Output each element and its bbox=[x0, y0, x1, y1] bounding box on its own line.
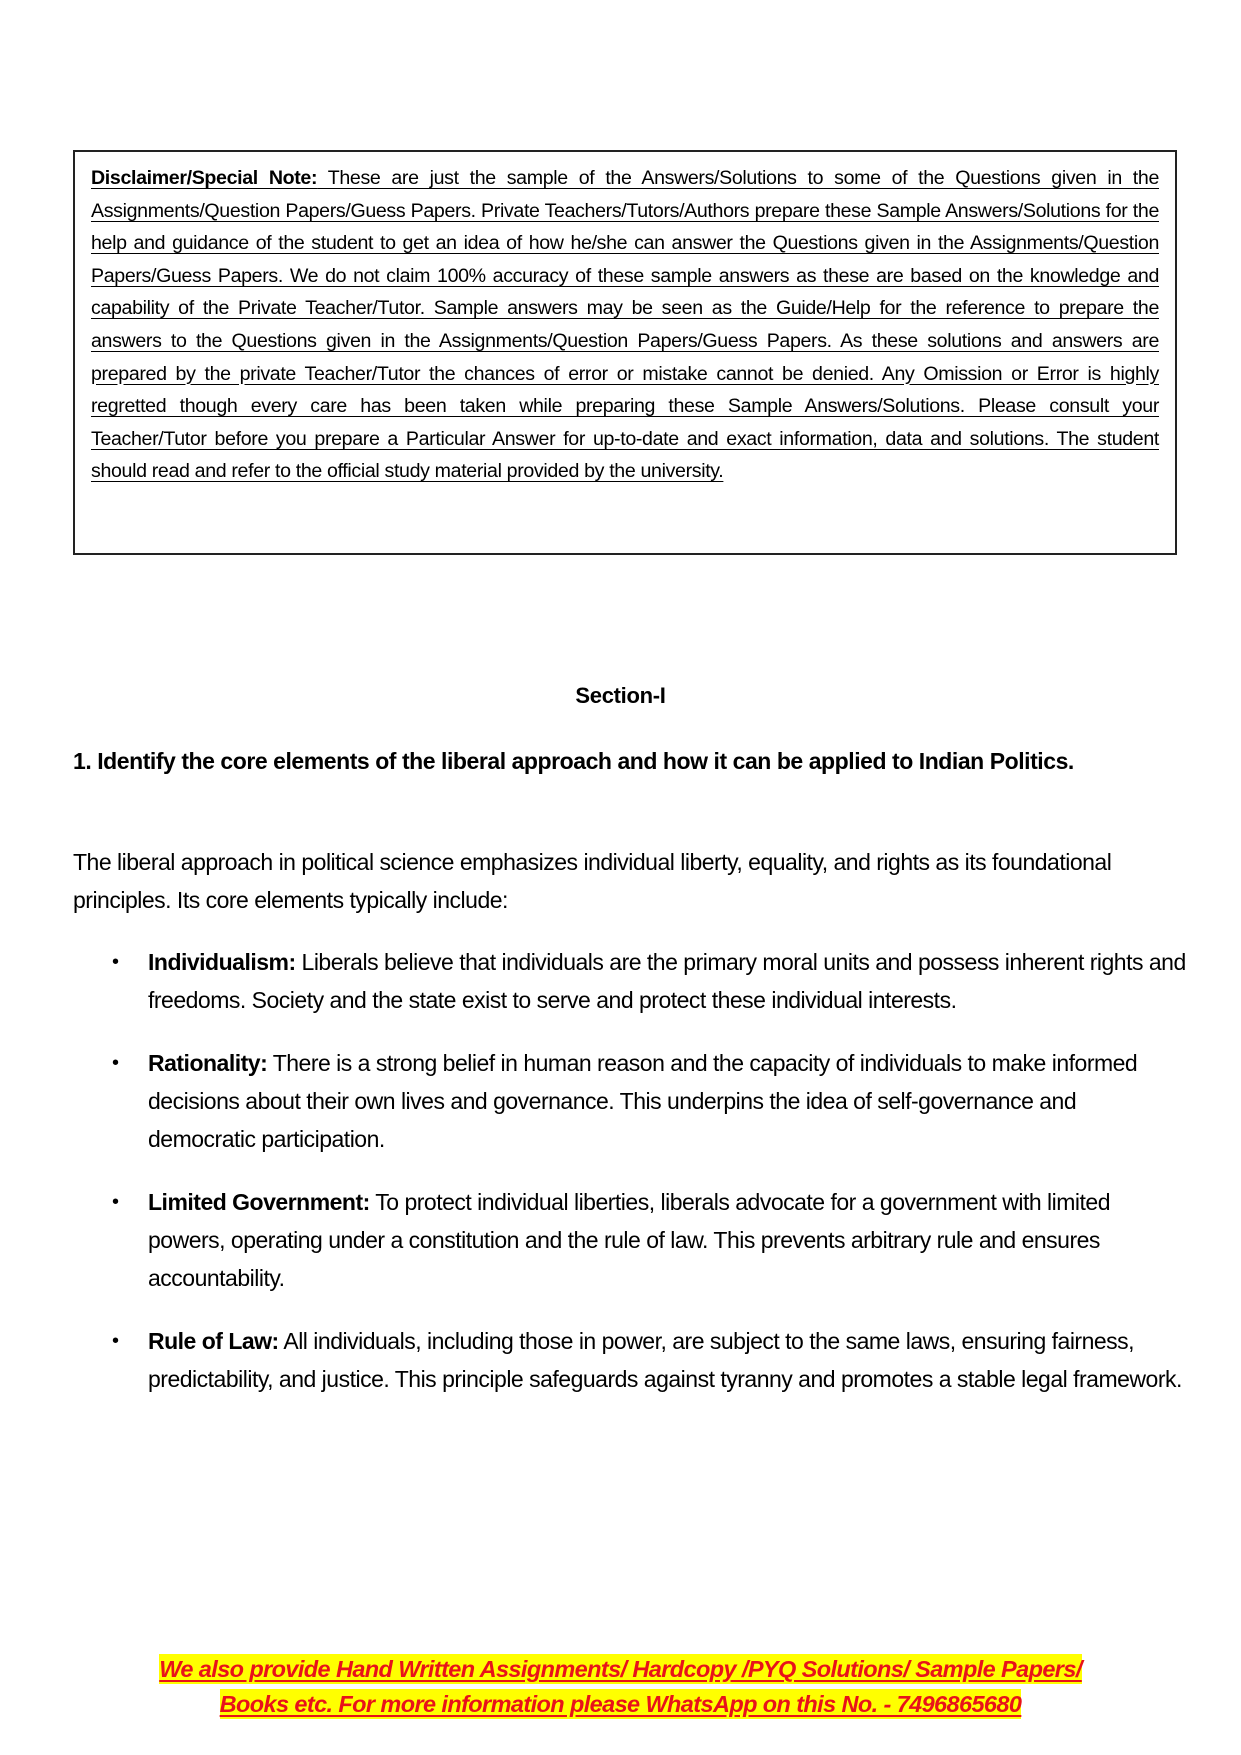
bullet-term: Limited Government: bbox=[148, 1189, 370, 1215]
bullet-icon: • bbox=[112, 1052, 119, 1074]
list-item bbox=[0, 943, 1188, 1019]
list-item bbox=[0, 1044, 1188, 1158]
list-item bbox=[0, 1183, 1188, 1297]
list-item bbox=[0, 1322, 1188, 1398]
core-elements-list bbox=[0, 943, 1241, 1423]
promo-footer bbox=[0, 1652, 1241, 1722]
section-title: Section-I bbox=[575, 683, 666, 708]
intro-paragraph: The liberal approach in political science emphasizes individual liberty, equality, and rights as its foundational principles. Its core elements typically include: bbox=[73, 849, 1112, 913]
bullet-icon: • bbox=[112, 1191, 119, 1213]
disclaimer-body: These are just the sample of the Answers/Solutions to some of the Questions given in the Assignments/Question Papers/Guess Papers. Private Teachers/Tutors/Authors prepare these Sample Answers/Solutions for the help and guidance of the student to get an idea of how he/she can answer the Questions given in the Assignments/Question Papers/Guess Papers. We do not claim 100% accuracy of these sample answers as these are based on the knowledge and capability of the Private Teacher/Tutor. Sample answers may be seen as the Guide/Help for the reference to prepare the answers to the Questions given in the Assignments/Question Papers/Guess Papers. As these solutions and answers are prepared by the private Teacher/Tutor the chances of error or mistake cannot be denied. Any Omission or Error is highly regretted though every care has been taken while preparing these Sample Answers/Solutions. Please consult your Teacher/Tutor before you prepare a Particular Answer for up-to-date and exact information, data and solutions. The student should read and refer to the official study material provided by the university. bbox=[91, 167, 1159, 483]
bullet-text: To protect individual liberties, liberals advocate for a government with limited powers, operating under a constitution and the rule of law. This prevents arbitrary rule and ensures accountability. bbox=[148, 1189, 1110, 1291]
disclaimer-text bbox=[91, 162, 1159, 488]
disclaimer-label: Disclaimer/Special Note: bbox=[91, 167, 318, 189]
promo-line-2: Books etc. For more information please WhatsApp on this No. - 7496865680 bbox=[219, 1691, 1022, 1717]
bullet-text: All individuals, including those in power, are subject to the same laws, ensuring fairness, predictability, and justice. This principle safeguards against tyranny and promotes a stable legal framework. bbox=[148, 1328, 1182, 1392]
bullet-term: Rationality: bbox=[148, 1050, 268, 1076]
bullet-text: There is a strong belief in human reason and the capacity of individuals to make informed decisions about their own lives and governance. This underpins the idea of self-governance and democratic participation. bbox=[148, 1050, 1138, 1152]
promo-line-1: We also provide Hand Written Assignments/ Hardcopy /PYQ Solutions/ Sample Papers/ bbox=[159, 1656, 1082, 1682]
bullet-text: Liberals believe that individuals are the primary moral units and possess inherent rights and freedoms. Society and the state exist to serve and protect these individual interests. bbox=[148, 949, 1186, 1013]
bullet-term: Rule of Law: bbox=[148, 1328, 279, 1354]
bullet-icon: • bbox=[112, 1330, 119, 1352]
bullet-term: Individualism: bbox=[148, 949, 296, 975]
question-heading: 1. Identify the core elements of the liberal approach and how it can be applied to Indian Politics. bbox=[73, 748, 1074, 774]
bullet-icon: • bbox=[112, 951, 119, 973]
disclaimer-box bbox=[73, 150, 1177, 555]
